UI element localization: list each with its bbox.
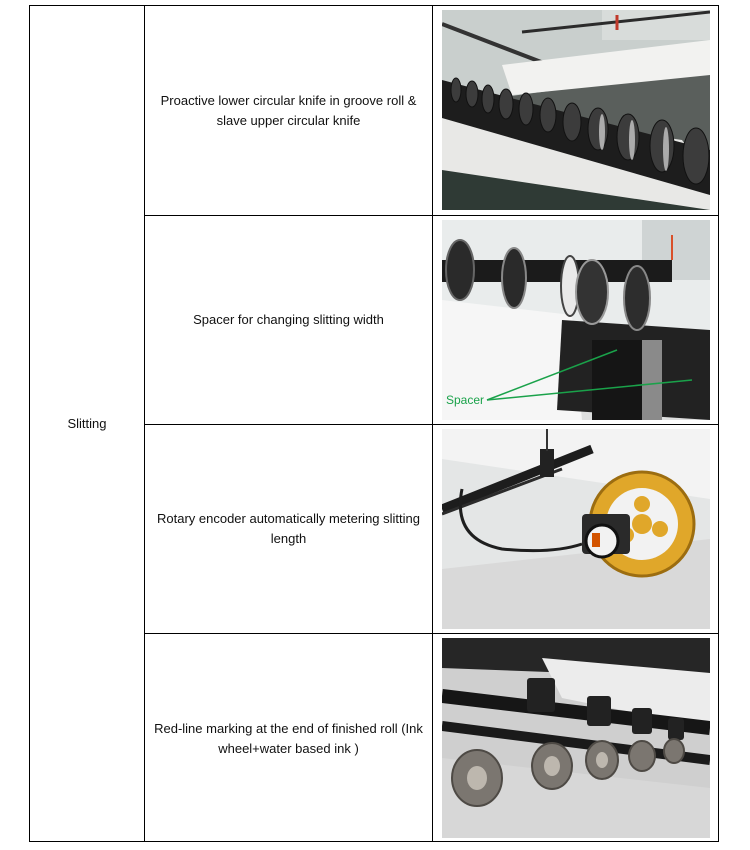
description-cell: [145, 6, 432, 215]
description-cell: [145, 425, 432, 633]
row-description: Proactive lower circular knife in groove roll & slave upper circular knife: [160, 92, 417, 128]
feature-table: [29, 5, 719, 842]
category-cell: [30, 6, 144, 841]
description-cell: [145, 634, 432, 843]
row-description: Red-line marking at the end of finished roll (Ink wheel+water based ink ): [154, 720, 423, 756]
row-description: Spacer for changing slitting width: [193, 312, 384, 327]
marking-wheel-photo: [442, 638, 710, 838]
category-label: Slitting: [67, 416, 107, 431]
encoder-photo: [442, 429, 710, 629]
knife-roll-photo: [442, 10, 710, 210]
description-cell: [145, 216, 432, 424]
spacer-photo: [442, 220, 710, 420]
row-description: Rotary encoder automatically metering slitting length: [156, 511, 420, 546]
spacer-annotation-label: Spacer: [446, 393, 485, 407]
